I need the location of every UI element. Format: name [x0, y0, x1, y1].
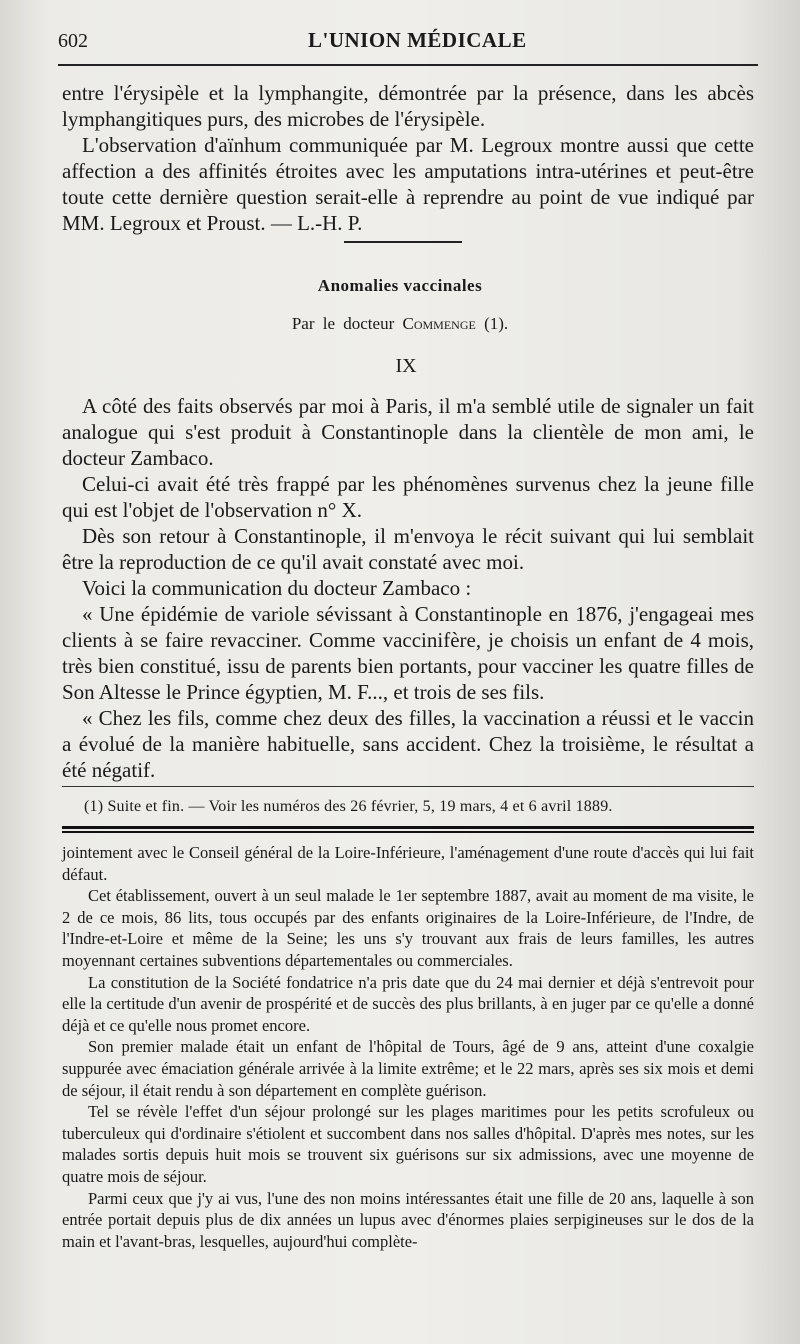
feuilleton-text: [62, 842, 754, 1252]
paragraph: L'observation d'aïnhum communiquée par M. Legroux montre aussi que cette affection a des affinités étroites avec les amputations intra-utérines et peut-être toute cette dernière question serait-elle à reprendre au point de vue indiqué par MM. Legroux et Proust. — L.-H. P.: [62, 133, 754, 235]
feuilleton-divider: [62, 826, 754, 833]
paragraph: Celui-ci avait été très frappé par les phénomènes survenus chez la jeune fille qui est l'objet de l'observation n° X.: [62, 472, 754, 522]
author-name: Commenge: [402, 314, 476, 333]
article-title: Anomalies vaccinales: [317, 276, 483, 295]
paragraph: entre l'érysipèle et la lymphangite, démontrée par la présence, dans les abcès lymphangitiques purs, des microbes de l'érysipèle.: [62, 81, 754, 131]
byline-prefix: Par le docteur: [291, 314, 395, 333]
byline: [0, 314, 800, 334]
page-number: 602: [58, 30, 88, 52]
header-rule: [58, 64, 758, 66]
running-title: L'UNION MÉDICALE: [308, 28, 527, 52]
footnote-reference: (1).: [484, 314, 509, 333]
paragraph: « Une épidémie de variole sévissant à Constantinople en 1876, j'engageai mes clients à se faire revacciner. Comme vaccinifère, je choisis un enfant de 4 mois, très bien constitué, issu de parents bien portants, pour vacciner les quatre filles de Son Altesse le Prince égyptien, M. F..., et trois de ses fils.: [62, 602, 754, 704]
paragraph: Parmi ceux que j'y ai vus, l'une des non moins intéressantes était une fille de 20 ans, laquelle à son entrée portait depuis plus de dix années un lupus avec d'énormes plaies serpigineuses sur le dos de la main et l'avant-bras, lesquelles, aujourd'hui complète-: [62, 1188, 754, 1251]
intro-text: [62, 80, 754, 236]
page-header: [58, 22, 758, 62]
paragraph: Voici la communication du docteur Zambaco :: [82, 576, 472, 600]
paragraph: A côté des faits observés par moi à Paris, il m'a semblé utile de signaler un fait analogue qui s'est produit à Constantinople dans la clientèle de mon ami, le docteur Zambaco.: [62, 394, 754, 470]
paragraph: Son premier malade était un enfant de l'hôpital de Tours, âgé de 9 ans, atteint d'une coxalgie suppurée avec émaciation générale arrivée à la limite extrême; et le 22 mars, après ses six mois et demi de séjour, il était rendu à son département en complète guérison.: [62, 1037, 754, 1100]
paragraph: « Chez les fils, comme chez deux des filles, la vaccination a réussi et le vaccin a évolué de la manière habituelle, sans accident. Chez la troisième, le résultat a été négatif.: [62, 706, 754, 782]
paragraph: jointement avec le Conseil général de la Loire-Inférieure, l'aménagement d'une route d'accès qui lui fait défaut.: [62, 843, 754, 884]
paragraph: Dès son retour à Constantinople, il m'envoya le récit suivant qui lui semblait être la reproduction de ce qu'il avait constaté avec moi.: [62, 524, 754, 574]
footnote-rule: [62, 786, 754, 787]
footnote: (1) Suite et fin. — Voir les numéros des 26 février, 5, 19 mars, 4 et 6 avril 1889.: [84, 798, 613, 815]
section-divider: [344, 241, 462, 243]
paragraph: Cet établissement, ouvert à un seul malade le 1er septembre 1887, avait au moment de ma visite, le 2 de ce mois, 86 lits, tous occupés par des enfants originaires de la Loire-Inférieure, de l'Indre, de l'Indre-et-Loire et même de la Seine; les uns s'y trouvant aux frais de leurs familles, les autres moyennant certaines subventions départementales ou commerciales.: [62, 886, 754, 970]
article-body: [62, 393, 754, 783]
paragraph: La constitution de la Société fondatrice n'a pris date que du 24 mai dernier et déjà s'entrevoit pour elle la certitude d'un avenir de prospérité et de succès des plus brillants, à en juger par ce qu'elle a donné déjà et ce qu'elle nous promet encore.: [62, 972, 754, 1035]
section-number: IX: [395, 355, 417, 377]
paragraph: Tel se révèle l'effet d'un séjour prolongé sur les plages maritimes pour les petits scrofuleux ou tuberculeux qui d'ordinaire s'étiolent et succombent dans nos salles d'hôpital. D'après mes notes, sur les malades sortis depuis huit mois se trouvent six guérisons sur six admissions, avec une moyenne de quatre mois de séjour.: [62, 1102, 754, 1186]
